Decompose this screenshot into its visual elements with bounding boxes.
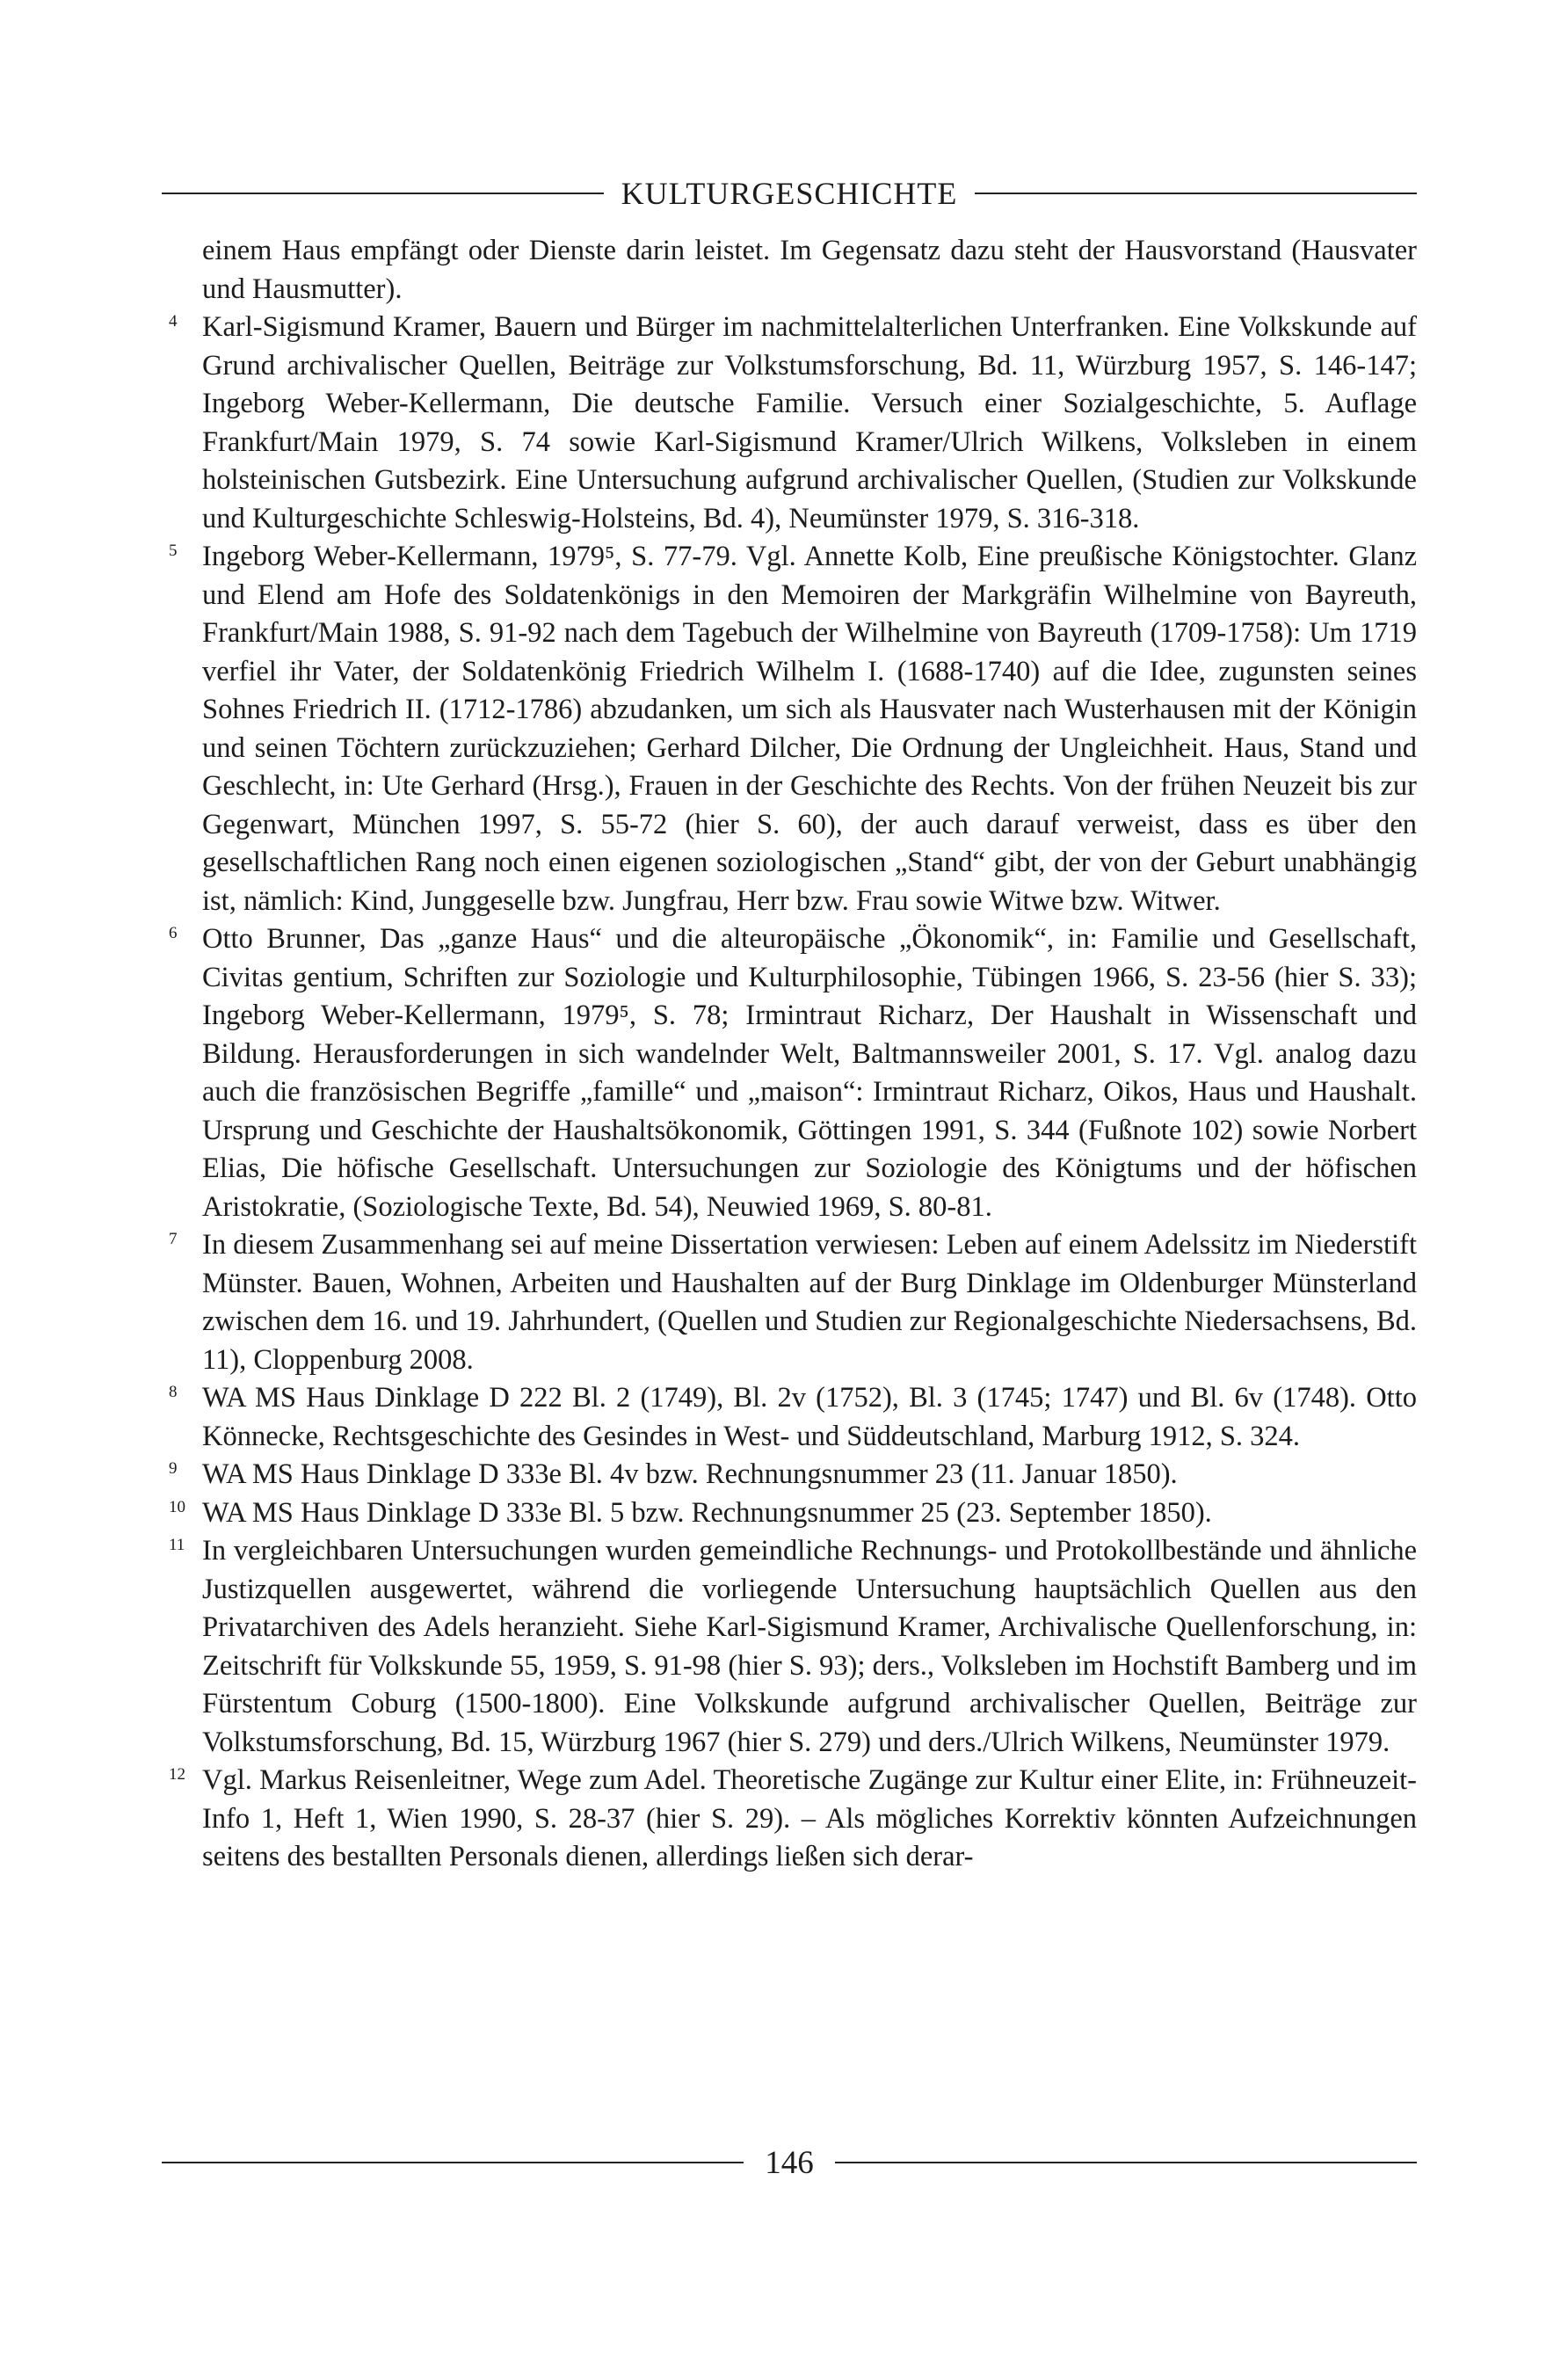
footnote [162, 920, 1417, 1226]
footnote [162, 1456, 1417, 1494]
footnote-text: Ingeborg Weber-Kellermann, 1979⁵, S. 77-79. Vgl. Annette Kolb, Eine preußische Königstochter. Glanz und Elend am Hofe des Soldatenkönigs in den Memoiren der Markgräfin Wilhelmine von Bayreuth, Frankfurt/Main 1988, S. 91-92 nach dem Tagebuch der Wilhelmine von Bayreuth (1709-1758): Um 1719 verfiel ihr Vater, der Soldatenkönig Friedrich Wilhelm I. (1688-1740) auf die Idee, zugunsten seines Sohnes Friedrich II. (1712-1786) abzudanken, um sich als Hausvater nach Wusterhausen mit der Königin und seinen Töchtern zurückzuziehen; Gerhard Dilcher, Die Ordnung der Ungleichheit. Haus, Stand und Geschlecht, in: Ute Gerhard (Hrsg.), Frauen in der Geschichte des Rechts. Von der frühen Neuzeit bis zur Gegenwart, München 1997, S. 55-72 (hier S. 60), der auch darauf verweist, dass es über den gesellschaftlichen Rang noch einen eigenen soziologischen „Stand“ gibt, der von der Geburt unabhängig ist, nämlich: Kind, Junggeselle bzw. Jungfrau, Herr bzw. Frau sowie Witwe bzw. Witwer. [202, 541, 1417, 917]
footnote-text: WA MS Haus Dinklage D 222 Bl. 2 (1749), Bl. 2v (1752), Bl. 3 (1745; 1747) und Bl. 6v (1748). Otto Könnecke, Rechtsgeschichte des Gesindes in West- und Süddeutschland, Marburg 1912, S. 324. [202, 1382, 1417, 1452]
footnote [162, 1532, 1417, 1762]
footnote-number: 7 [169, 1230, 178, 1248]
footnote-text: In vergleichbaren Untersuchungen wurden gemeindliche Rechnungs- und Protokollbestände und ähnliche Justizquellen ausgewertet, während die vorliegende Untersuchung hauptsächlich Quellen aus den Privatarchiven des Adels heranzieht. Siehe Karl-Sigismund Kramer, Archivalische Quellenforschung, in: Zeitschrift für Volkskunde 55, 1959, S. 91-98 (hier S. 93); ders., Volksleben im Hochstift Bamberg und im Fürstentum Coburg (1500-1800). Eine Volkskunde aufgrund archivalischer Quellen, Beiträge zur Volkstumsforschung, Bd. 15, Würzburg 1967 (hier S. 279) und ders./Ulrich Wilkens, Neumünster 1979. [202, 1535, 1417, 1758]
footnote-text: Otto Brunner, Das „ganze Haus“ und die alteuropäische „Ökonomik“, in: Familie und Gesellschaft, Civitas gentium, Schriften zur Soziologie und Kulturphilosophie, Tübingen 1966, S. 23-56 (hier S. 33); Ingeborg Weber-Kellermann, 1979⁵, S. 78; Irmintraut Richarz, Der Haushalt in Wissenschaft und Bildung. Herausforderungen in sich wandelnder Welt, Baltmannsweiler 2001, S. 17. Vgl. analog dazu auch die französischen Begriffe „famille“ und „maison“: Irmintraut Richarz, Oikos, Haus und Haushalt. Ursprung und Geschichte der Haushaltsökonomik, Göttingen 1991, S. 344 (Fußnote 102) sowie Norbert Elias, Die höfische Gesellschaft. Untersuchungen zur Soziologie des Königtums und der höfischen Aristokratie, (Soziologische Texte, Bd. 54), Neuwied 1969, S. 80-81. [202, 923, 1417, 1223]
continuation-text: einem Haus empfängt oder Dienste darin leistet. Im Gegensatz dazu steht der Hausvorstand (Hausvater und Hausmutter). [202, 235, 1417, 305]
footnote-number: 11 [169, 1536, 185, 1554]
footnote-number: 9 [169, 1459, 178, 1478]
page-number: 146 [765, 2144, 814, 2181]
header-rule-left [162, 193, 604, 194]
header-title: KULTURGESCHICHTE [621, 176, 958, 211]
footnote [162, 1226, 1417, 1379]
footnote-text: WA MS Haus Dinklage D 333e Bl. 4v bzw. Rechnungsnummer 23 (11. Januar 1850). [202, 1458, 1178, 1490]
page-footer [162, 2136, 1417, 2189]
footnote-text: Karl-Sigismund Kramer, Bauern und Bürger im nachmittelalterlichen Unterfranken. Eine Volkskunde auf Grund archivalischer Quellen, Beiträge zur Volkstumsforschung, Bd. 11, Würzburg 1957, S. 146-147; Ingeborg Weber-Kellermann, Die deutsche Familie. Versuch einer Sozialgeschichte, 5. Auflage Frankfurt/Main 1979, S. 74 sowie Karl-Sigismund Kramer/Ulrich Wilkens, Volksleben in einem holsteinischen Gutsbezirk. Eine Untersuchung aufgrund archivalischer Quellen, (Studien zur Volkskunde und Kulturgeschichte Schleswig-Holsteins, Bd. 4), Neumünster 1979, S. 316-318. [202, 311, 1417, 534]
footnote-number: 12 [169, 1765, 185, 1784]
footnote [162, 1494, 1417, 1533]
footnote-number: 6 [169, 924, 178, 942]
footnote-number: 4 [169, 312, 178, 331]
running-header [162, 167, 1417, 220]
footer-rule-right [835, 2162, 1417, 2163]
footnote-text: Vgl. Markus Reisenleitner, Wege zum Adel. Theoretische Zugänge zur Kultur einer Elite, in: Frühneuzeit-Info 1, Heft 1, Wien 1990, S. 28-37 (hier S. 29). – Als mögliches Korrektiv könnten Aufzeichnungen seitens des bestallten Personals dienen, allerdings ließen sich derar- [202, 1764, 1417, 1872]
footnote-number: 10 [169, 1497, 185, 1516]
footnote [162, 1379, 1417, 1456]
footnote-text: In diesem Zusammenhang sei auf meine Dissertation verwiesen: Leben auf einem Adelssitz im Niederstift Münster. Bauen, Wohnen, Arbeiten und Haushalten auf der Burg Dinklage im Oldenburger Münsterland zwischen dem 16. und 19. Jahrhundert, (Quellen und Studien zur Regionalgeschichte Niedersachsens, Bd. 11), Cloppenburg 2008. [202, 1229, 1417, 1376]
footnote-number: 8 [169, 1383, 178, 1401]
footnotes-block [162, 232, 1417, 1877]
header-rule-right [975, 193, 1417, 194]
footnote-text: WA MS Haus Dinklage D 333e Bl. 5 bzw. Rechnungsnummer 25 (23. September 1850). [202, 1496, 1212, 1529]
footer-rule-left [162, 2162, 744, 2163]
footnote-number: 5 [169, 542, 178, 560]
footnote [162, 309, 1417, 538]
footnote [162, 1762, 1417, 1877]
footnote [162, 538, 1417, 920]
